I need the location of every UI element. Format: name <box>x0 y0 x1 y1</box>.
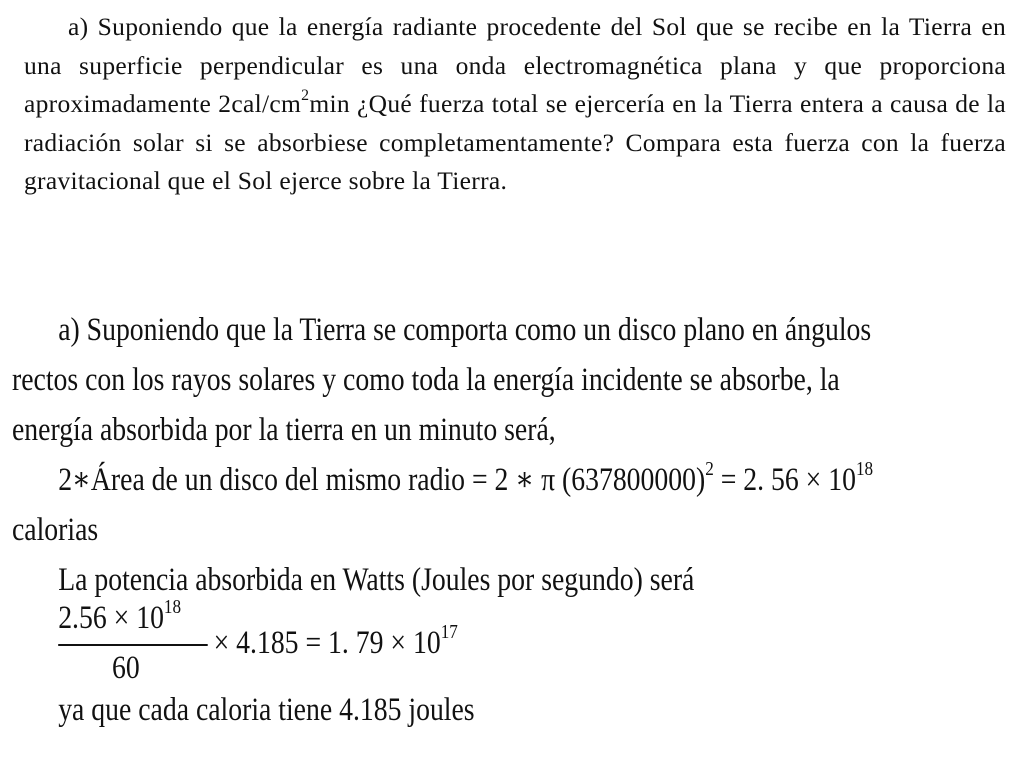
answer-line-3: energía absorbida por la tierra en un minuto será, <box>12 412 556 448</box>
answer-line-4 <box>12 457 874 500</box>
fraction-bar <box>58 644 208 646</box>
question-label: a) <box>68 12 89 41</box>
power-result-exponent: 17 <box>440 620 458 643</box>
energy-result-exponent: 18 <box>855 457 874 480</box>
power-result-text: × 4.185 = 1. 79 × 10 <box>213 625 441 661</box>
answer-line-1 <box>12 310 871 350</box>
answer-line-7-text: ya que cada caloria tiene 4.185 joules <box>58 692 475 728</box>
radius-exponent: 2 <box>705 457 714 480</box>
question-paragraph <box>24 8 1006 201</box>
fraction-denominator: 60 <box>111 650 140 686</box>
numerator-exponent: 18 <box>163 595 182 618</box>
answer-line-5: calorias <box>12 512 99 548</box>
question-text-part1: Suponiendo que la energía radiante procedente del Sol que se recibe en la Tierra en una superficie perpendicular es una onda electromagnética plana y que proporciona aproximadamente 2cal/cm <box>24 12 1006 118</box>
answer-line-1-text: a) Suponiendo que la Tierra se comporta como un disco plano en ángulos <box>58 312 872 348</box>
answer-line-2: rectos con los rayos solares y como toda la energía incidente se absorbe, la <box>12 362 840 398</box>
fraction-numerator <box>58 595 182 637</box>
power-result <box>213 620 458 662</box>
answer-line-7 <box>12 690 475 730</box>
disk-area-formula: 2∗Área de un disco del mismo radio = 2 ∗ π (637800000) <box>58 462 706 498</box>
energy-result: = 2. 56 × 10 <box>713 462 856 498</box>
numerator-text: 2.56 × 10 <box>58 600 164 636</box>
unit-exponent: 2 <box>301 87 310 105</box>
question-text-part2: min ¿Qué fuerza total se ejercería en la Tierra entera a causa de la radiación solar si se absorbiese completamentamente? Compara esta fuerza con la fuerza gravitacional que el Sol ejerce sobre la Tierra. <box>24 89 1006 195</box>
answer-line-6 <box>12 560 694 600</box>
answer-line-6-text: La potencia absorbida en Watts (Joules por segundo) será <box>58 562 695 598</box>
